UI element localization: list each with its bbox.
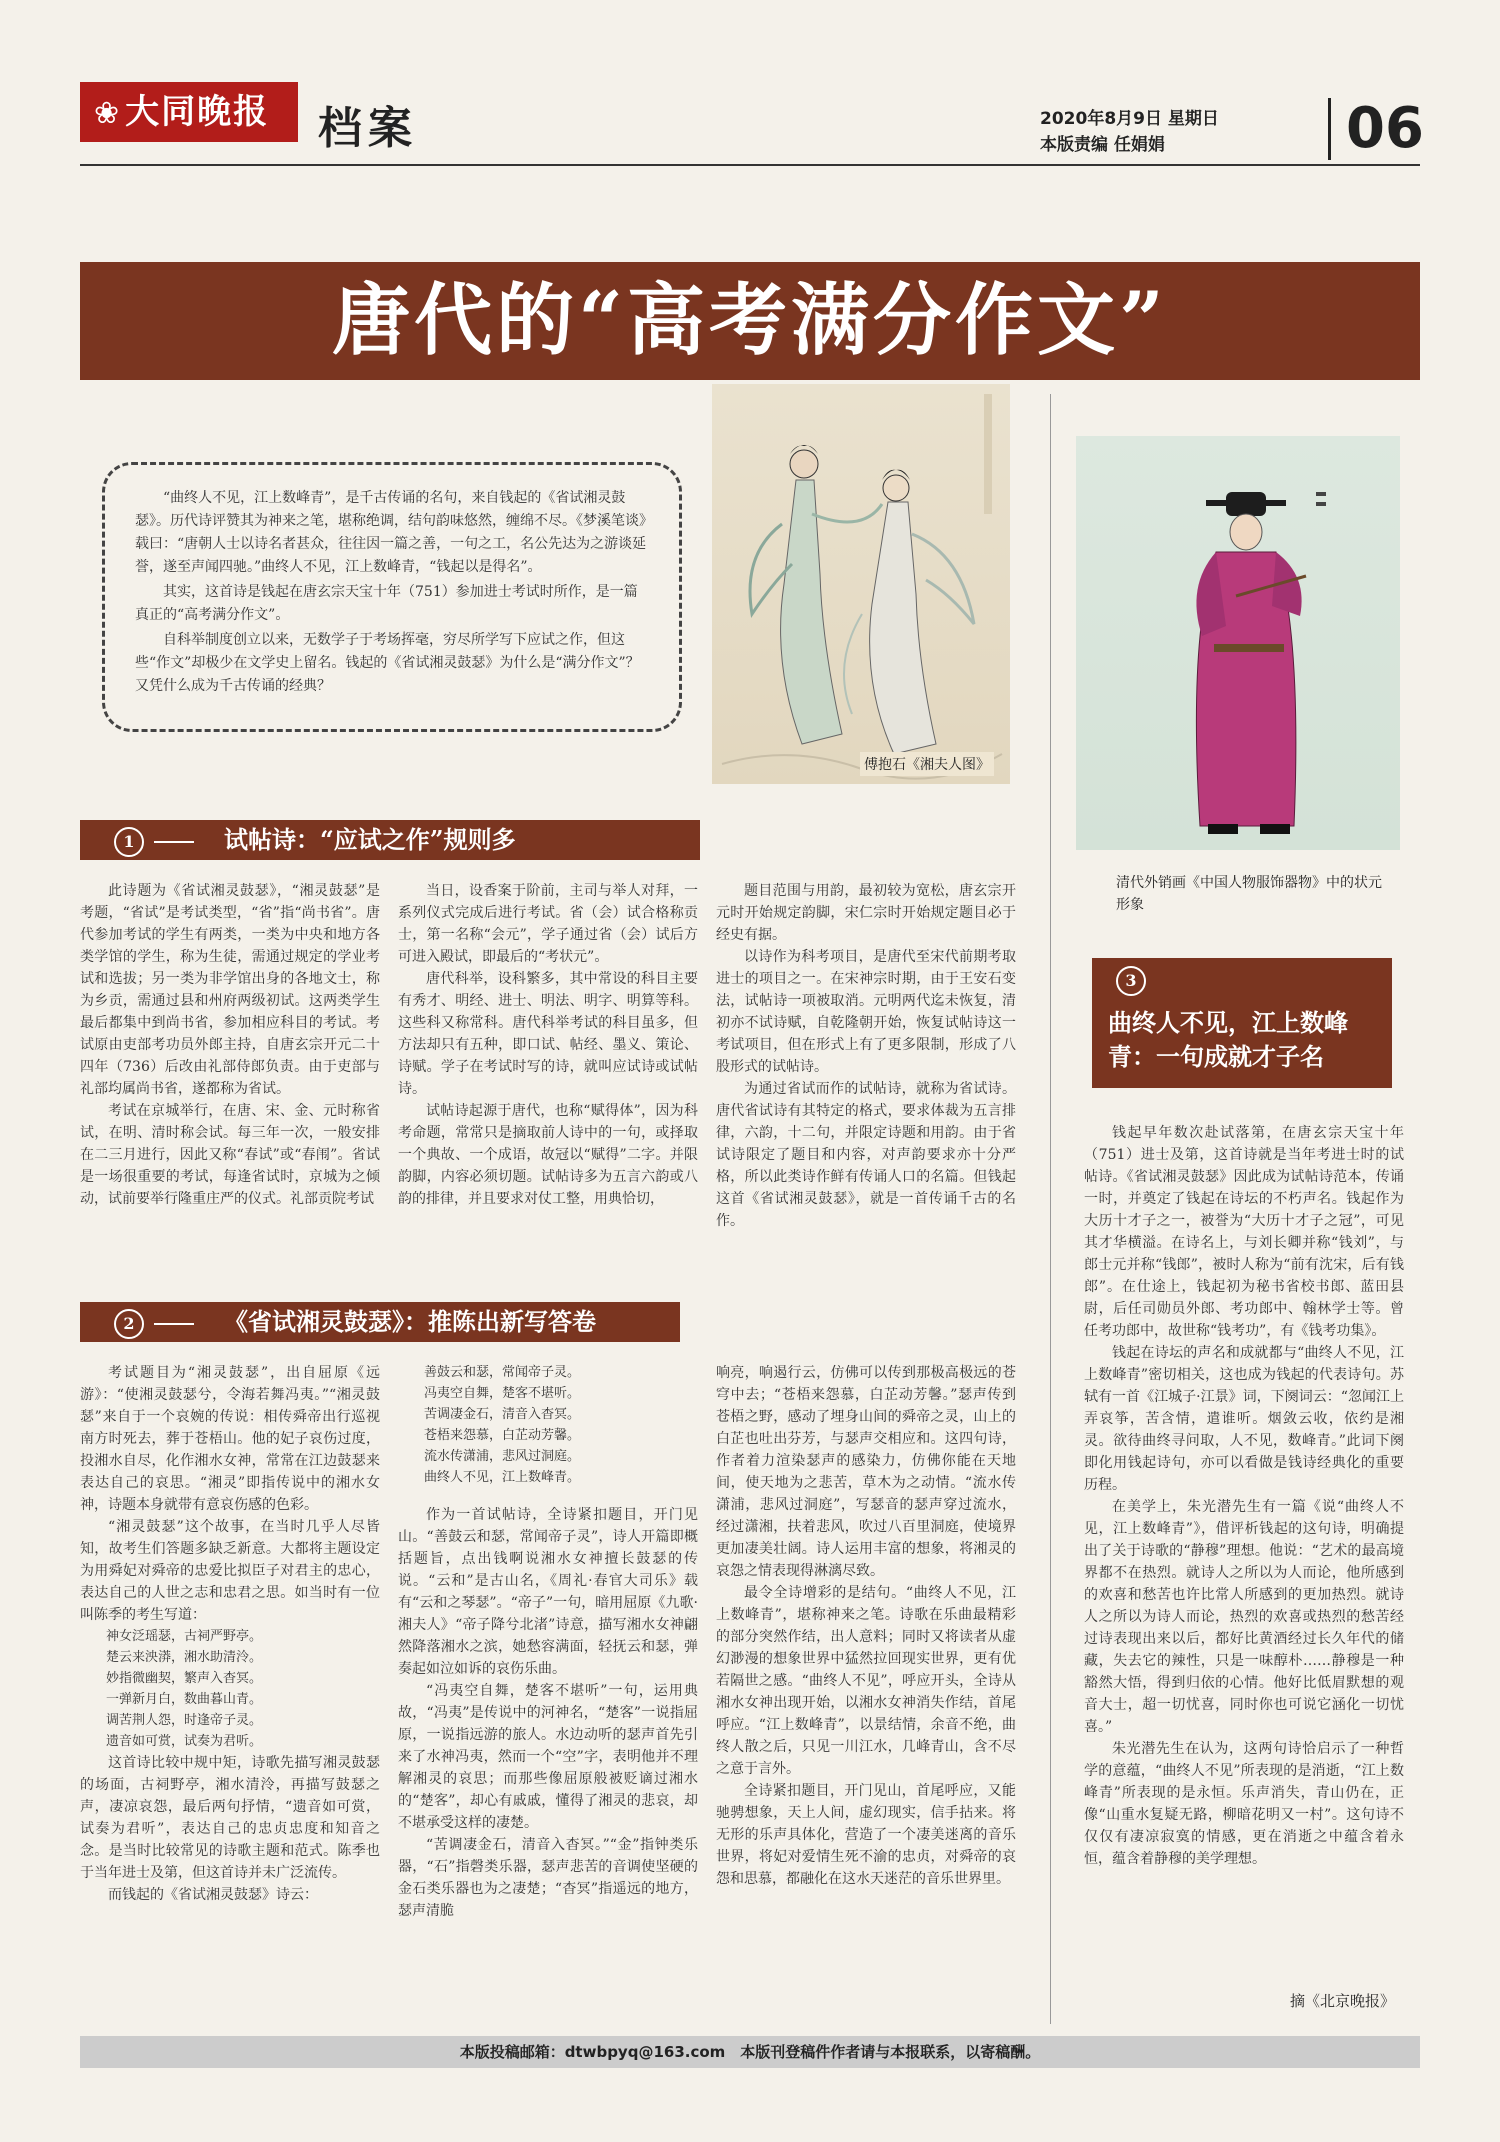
section-title: 试帖诗：“应试之作”规则多 (224, 825, 516, 854)
article-column (398, 880, 698, 1300)
issue-date: 2020年8月9日 星期日 (1040, 109, 1219, 129)
section-header (80, 1302, 680, 1342)
newspaper-logo (80, 82, 298, 142)
page-editor: 本版责编 任娟娟 (1040, 135, 1165, 155)
paragraph: 这首诗比较中规中矩，诗歌先描写湘灵鼓瑟的场面，古祠野亭，湘水清泠，再描写鼓瑟之声，凄凉哀怨，最后两句抒情，“遗音如可赏，试奏为君听”，表达自己的忠贞忠度和知音之念。是当时比较常见的诗歌主题和范式。陈季也于当年进士及第，但这首诗并未广泛流传。 (80, 1755, 380, 1881)
intro-paragraph: 其实，这首诗是钱起在唐玄宗天宝十年（751）参加进士考试时所作，是一篇真正的“高考满分作文”。 (135, 584, 638, 623)
logo-text: 大同晚报 (125, 92, 270, 132)
article-column (716, 1362, 1016, 2022)
poem-line: 曲终人不见，江上数峰青。 (424, 1470, 581, 1485)
poem-line: 楚云来泱漭，湘水助清泠。 (106, 1650, 263, 1665)
article-column (80, 1362, 380, 2022)
article-column (1084, 1122, 1404, 1982)
poem-line: 流水传潇浦，悲风过洞庭。 (424, 1449, 581, 1464)
poem-line: 妙指微幽契，繁声入杳冥。 (106, 1671, 263, 1686)
paragraph: 响亮，响遏行云，仿佛可以传到那极高极远的苍穹中去；“苍梧来怨慕，白芷动芳馨。”瑟声传到苍梧之野，感动了埋身山间的舜帝之灵，山上的白芷也吐出芬芳，与瑟声交相应和。这四句诗，作者着力渲染瑟声的感染力，仿佛你能在天地间，使天地为之悲苦，草木为之动情。“流水传潇浦，悲风过洞庭”，写瑟音的瑟声穿过流水，经过潇湘，扶着悲风，吹过八百里洞庭，使境界更加凄美壮阔。诗人运用丰富的想象，将湘灵的哀怨之情表现得淋漓尽致。 (716, 1365, 1016, 1579)
paragraph: 唐代科举，设科繁多，其中常设的科目主要有秀才、明经、进士、明法、明字、明算等科。这些科又称常科。唐代科举考试的科目虽多，但方法却只有五种，即口试、帖经、墨义、策论、诗赋。学子在考试时写的诗，就叫应试诗或试帖诗。 (398, 971, 698, 1097)
intro-paragraph: 自科举制度创立以来，无数学子于考场挥毫，穷尽所学写下应试之作，但这些“作文”却极少在文学史上留名。钱起的《省试湘灵鼓瑟》为什么是“满分作文”？又凭什么成为千古传诵的经典？ (135, 632, 640, 694)
arrow-icon (154, 1323, 194, 1325)
paragraph: 此诗题为《省试湘灵鼓瑟》，“湘灵鼓瑟”是考题，“省试”是考试类型，“省”指“尚书省”。唐代参加考试的学生有两类，一类为中央和地方各类学馆的学生，称为生徒，需通过规定的学业考试和选拔；另一类为非学馆出身的各地文士，称为乡贡，需通过县和州府两级初试。这两类学生最后都集中到尚书省，参加相应科目的考试。考试原由吏部考功员外郎主持，自唐玄宗开元二十四年（736）后改由礼部侍郎负责。由于吏部与礼部均属尚书省，遂都称为省试。 (80, 883, 380, 1097)
section-name: 档案 (318, 103, 418, 154)
paragraph: 在美学上，朱光潜先生有一篇《说“曲终人不见，江上数峰青”》，借评析钱起的这句诗，明确提出了关于诗歌的“静穆”理想。他说：“艺术的最高境界都不在热烈。就诗人之所以为人而论，他所感到的欢喜和愁苦也许比常人所感到的更加热烈。就诗人之所以为诗人而论，热烈的欢喜或热烈的愁苦经过诗表现出来以后，都好比黄酒经过长久年代的储藏，失去它的辣性，只是一味醇朴……静穆是一种豁然大悟，得到归依的心情。他好比低眉默想的观音大士，超一切忧喜，同时你也可说它涵化一切忧喜。” (1084, 1499, 1404, 1735)
headline: 唐代的“高考满分作文” (332, 275, 1168, 366)
paragraph: “苦调凄金石，清音入杳冥。”“金”指钟类乐器，“石”指磬类乐器，瑟声悲苦的音调使坚硬的金石类乐器也为之凄楚；“杳冥”指遥远的地方，瑟声清脆 (398, 1837, 698, 1919)
paragraph: 朱光潜先生在认为，这两句诗恰启示了一种哲学的意蕴，“曲终人不见”所表现的是消逝，“江上数峰青”所表现的是永恒。乐声消失，青山仍在，正像“山重水复疑无路，柳暗花明又一村”。这句诗不仅仅有凄凉寂寞的情感，更在消逝之中蕴含着永恒，蕴含着静穆的美学理想。 (1084, 1741, 1404, 1867)
painting-zhuangyuan (1076, 436, 1400, 850)
paragraph: 考试题目为“湘灵鼓瑟”，出自屈原《远游》：“使湘灵鼓瑟兮，令海若舞冯夷。”“湘灵鼓瑟”来自于一个哀婉的传说：相传舜帝出行巡视南方时死去，葬于苍梧山。他的妃子哀伤过度，投湘水自尽，化作湘水女神，常常在江边鼓瑟来表达自己的哀思。“湘灵”即指传说中的湘水女神，诗题本身就带有意哀伤感的色彩。 (80, 1365, 380, 1513)
intro-box (102, 462, 682, 732)
painting-xiang-furen (712, 384, 1010, 784)
intro-paragraph: “曲终人不见，江上数峰青”，是千古传诵的名句，来自钱起的《省试湘灵鼓瑟》。历代诗评赞其为神来之笔，堪称绝调，结句韵味悠然，缠绵不尽。《梦溪笔谈》载曰：“唐朝人士以诗名者甚众，往往因一篇之善，一句之工，名公先达为之游谈延誉，遂至声闻四驰。”曲终人不见，江上数峰青，“钱起以是得名”。 (135, 490, 647, 575)
paragraph: 考试在京城举行，在唐、宋、金、元时称省试，在明、清时称会试。每三年一次，一般安排在二三月进行，因此又称“春试”或“春闱”。省试是一场很重要的考试，每逢省试时，京城为之倾动，试前要举行隆重庄严的仪式。礼部贡院考试 (80, 1103, 380, 1207)
section-title: 《省试湘灵鼓瑟》：推陈出新写答卷 (224, 1307, 596, 1336)
poem-line: 苍梧来怨慕，白芷动芳馨。 (424, 1428, 581, 1443)
image-caption: 傅抱石《湘夫人图》 (860, 752, 994, 776)
poem-line: 苦调凄金石，清音入杳冥。 (424, 1407, 581, 1422)
paragraph: 为通过省试而作的试帖诗，就称为省试诗。唐代省试诗有其特定的格式，要求体裁为五言排律，六韵，十二句，并限定诗题和用韵。由于省试诗限定了题目和内容，对声韵要求亦十分严格，所以此类诗作鲜有传诵人口的名篇。但钱起这首《省试湘灵鼓瑟》，就是一首传诵千古的名作。 (716, 1081, 1016, 1229)
section-header (80, 820, 700, 860)
section-header (1092, 958, 1392, 1088)
article-column (716, 880, 1016, 1300)
section-number: 2 (114, 1309, 144, 1339)
paragraph: 当日，设香案于阶前，主司与举人对拜，一系列仪式完成后进行考试。省（会）试合格称贡士，第一名称“会元”，学子通过省（会）试后方可进入殿试，即最后的“考状元”。 (398, 883, 698, 965)
poem-line: 冯夷空自舞，楚客不堪听。 (424, 1386, 581, 1401)
section-number: 3 (1116, 966, 1146, 996)
section-number: 1 (114, 827, 144, 857)
paragraph: 作为一首试帖诗，全诗紧扣题目，开门见山。“善鼓云和瑟，常闻帝子灵”，诗人开篇即概括题旨，点出钱啊说湘水女神擅长鼓瑟的传说。“云和”是古山名，《周礼·春官大司乐》载有“云和之琴瑟”。“帝子”一句，暗用屈原《九歌·湘夫人》“帝子降兮北渚”诗意，描写湘水女神翩然降落湘水之滨，她愁容满面，轻抚云和瑟，弹奏起如泣如诉的哀伤乐曲。 (398, 1507, 698, 1677)
paragraph: 试帖诗起源于唐代，也称“赋得体”，因为科考命题，常常只是摘取前人诗中的一句，或择取一个典故、一个成语，故冠以“赋得”二字。并限韵脚，内容必须切题。试帖诗多为五言六韵或八韵的排律，并且要求对仗工整，用典恰切， (398, 1103, 698, 1207)
article-column (398, 1362, 698, 2022)
header-divider (1328, 98, 1331, 160)
paragraph: 钱起在诗坛的声名和成就都与“曲终人不见，江上数峰青”密切相关，这也成为钱起的代表诗句。苏轼有一首《江城子·江景》词，下阕词云：“忽闻江上弄哀筝，苦含情，遣谁听。烟敛云收，依约是湘灵。欲待曲终寻问取，人不见，数峰青。”此词下阕即化用钱起诗句，亦可以看做是钱诗经典化的重要历程。 (1084, 1345, 1404, 1493)
poem-qian-qi (398, 1362, 698, 1488)
poem-line: 善鼓云和瑟，常闻帝子灵。 (424, 1365, 581, 1380)
poem-line: 遗音如可赏，试奏为君听。 (106, 1734, 263, 1749)
poem-line: 一弹新月白，数曲暮山青。 (106, 1692, 263, 1707)
paragraph: 最令全诗增彩的是结句。“曲终人不见，江上数峰青”，堪称神来之笔。诗歌在乐曲最精彩的部分突然作结，出人意料；同时又将读者从虚幻渺漫的想象世界中猛然拉回现实世界，更有优若隔世之感。“曲终人不见”，呼应开头，全诗从湘水女神出现开始，以湘水女神消失作结，首尾呼应。“江上数峰青”，以景结情，余音不绝，曲终人散之后，只见一川江水，几峰青山，含不尽之意于言外。 (716, 1585, 1016, 1777)
paragraph: “湘灵鼓瑟”这个故事，在当时几乎人尽皆知，故考生们答题多缺乏新意。大都将主题设定为用舜妃对舜帝的忠爱比拟臣子对君主的忠心，表达自己的人世之志和忠君之思。如当时有一位叫陈季的考生写道： (80, 1519, 380, 1623)
article-source: 摘《北京晚报》 (1290, 1992, 1396, 2010)
header-rule (80, 164, 1420, 166)
column-divider (1050, 394, 1051, 2024)
paragraph: “冯夷空自舞，楚客不堪听”一句，运用典故，“冯夷”是传说中的河神名，“楚客”一说指屈原，一说指远游的旅人。水边动听的瑟声首先引来了水神冯夷，然而一个“空”字，表明他并不理解湘灵的哀思；而那些像屈原般被贬谪过湘水的“楚客”，却心有戚戚，懂得了湘灵的悲哀，却不堪承受这样的凄楚。 (398, 1683, 698, 1831)
flame-icon: ❀ (94, 96, 122, 131)
poem-line: 神女泛瑶瑟，古祠严野亭。 (106, 1629, 263, 1644)
arrow-icon (154, 841, 194, 843)
section-title: 曲终人不见，江上数峰青：一句成就才子名 (1108, 1008, 1348, 1071)
paragraph: 以诗作为科考项目，是唐代至宋代前期考取进士的项目之一。在宋神宗时期，由于王安石变法，试帖诗一项被取消。元明两代迄未恢复，清初亦不试诗赋，自乾隆朝开始，恢复试帖诗这一考试项目，但在形式上有了更多限制，形成了八股形式的试帖诗。 (716, 949, 1016, 1075)
paragraph: 全诗紧扣题目，开门见山，首尾呼应，又能驰骋想象，天上人间，虚幻现实，信手拈来。将无形的乐声具体化，营造了一个凄美迷离的音乐世界，将妃对爱情生死不渝的忠贞，对舜帝的哀怨和思慕，都融化在这水天迷茫的音乐世界里。 (716, 1783, 1016, 1887)
footer-bar: 本版投稿邮箱：dtwbpyq@163.com 本版刊登稿件作者请与本报联系，以寄稿酬。 (80, 2036, 1420, 2068)
page-number: 06 (1346, 96, 1424, 161)
paragraph: 题目范围与用韵，最初较为宽松，唐玄宗开元时开始规定韵脚，宋仁宗时开始规定题目必于经史有据。 (716, 883, 1016, 943)
paragraph: 钱起早年数次赴试落第，在唐玄宗天宝十年（751）进士及第，这首诗就是当年考进士时的试帖诗。《省试湘灵鼓瑟》因此成为试帖诗范本，传诵一时，并奠定了钱起在诗坛的不朽声名。钱起作为大历十才子之一，被誉为“大历十才子之冠”，可见其才华横溢。在诗名上，与刘长卿并称“钱刘”，与郎士元并称“钱郎”，被时人称为“前有沈宋，后有钱郎”。在仕途上，钱起初为秘书省校书郎、蓝田县尉，后任司勋员外郎、考功郎中、翰林学士等。曾任考功郎中，故世称“钱考功”，有《钱考功集》。 (1084, 1125, 1404, 1339)
poem-chen-ji (80, 1626, 380, 1752)
image-caption: 清代外销画《中国人物服饰器物》中的状元形象 (1116, 875, 1382, 913)
poem-line: 调苦荆人怨，时逢帝子灵。 (106, 1713, 263, 1728)
paragraph: 而钱起的《省试湘灵鼓瑟》诗云： (108, 1887, 318, 1903)
article-column (80, 880, 380, 1300)
